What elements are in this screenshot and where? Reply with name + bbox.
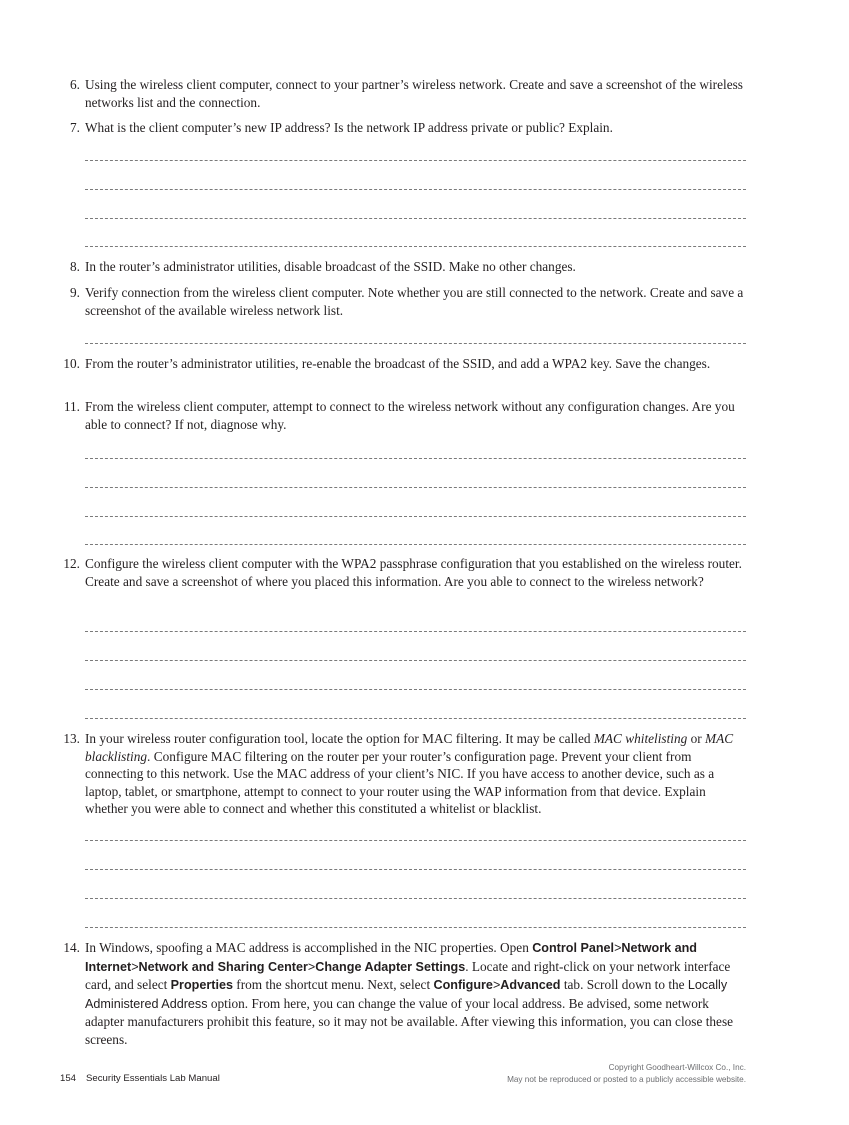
question-text-part: tab. Scroll down to the [560, 977, 688, 992]
question-text-part: In your wireless router configuration tool, locate the option for MAC filtering. It may be called [85, 731, 594, 746]
path-separator: > [307, 959, 316, 974]
ui-term-advanced: Advanced [500, 978, 561, 992]
question-number: 7. [70, 120, 80, 135]
question-number: 13. [63, 731, 80, 746]
term-mac-blacklisting: MAC blacklisting [85, 731, 734, 764]
answer-line[interactable] [85, 516, 746, 517]
question-text: Verify connection from the wireless client computer. Note whether you are still connected to the network. Create and save a screenshot of the available wireless network list. [85, 285, 744, 318]
question-number: 12. [63, 556, 80, 571]
ui-term-network-and-sharing-center: Network and Sharing Center [138, 959, 308, 974]
answer-line[interactable] [85, 840, 746, 841]
question-number: 11. [63, 399, 80, 414]
question-text: From the wireless client computer, attempt to connect to the wireless network without any configuration changes. Are you able to connect? If not, diagnose why. [85, 399, 735, 432]
question-7 [60, 119, 750, 137]
question-number: 8. [70, 259, 80, 274]
answer-line[interactable] [85, 718, 746, 719]
question-6 [60, 76, 750, 111]
question-8 [60, 258, 750, 276]
answer-line[interactable] [85, 246, 746, 247]
answer-line[interactable] [85, 869, 746, 870]
answer-line[interactable] [85, 458, 746, 459]
page-number: 154 [60, 1073, 77, 1084]
question-text: In the router’s administrator utilities, disable broadcast of the SSID. Make no other changes. [85, 259, 576, 274]
ui-term-locally-administered-address: Locally Administered Address [85, 978, 728, 1011]
page-footer-left [60, 1073, 220, 1084]
ui-term-change-adapter-settings: Change Adapter Settings [315, 959, 466, 974]
question-text-part: . Configure MAC filtering on the router per your router’s configuration page. Prevent your client from connecting to this network. Use the MAC address of your client’s NIC. If you have access to another device, such as a laptop, tablet, or smartphone, attempt to connect to your router using the WAP information from that device. Explain whether you were able to connect and whether this constituted a whitelist or blacklist. [85, 748, 715, 816]
question-text: Configure the wireless client computer with the WPA2 passphrase configuration that you established on the wireless router. Create and save a screenshot of where you placed this information. Are you able to connect to the wireless network? [85, 556, 742, 589]
question-text [85, 939, 750, 1048]
question-number: 10. [63, 356, 80, 371]
term-mac-whitelisting: MAC whitelisting [593, 731, 688, 746]
question-11 [60, 398, 750, 433]
answer-line[interactable] [85, 487, 746, 488]
answer-line[interactable] [85, 689, 746, 690]
question-text-part: . Locate and right-click on your network interface card, and select [85, 958, 731, 992]
copyright-notice: Copyright Goodheart-Willcox Co., Inc. [608, 1063, 746, 1072]
answer-line[interactable] [85, 343, 746, 344]
book-title: Security Essentials Lab Manual [86, 1073, 220, 1084]
ui-term-control-panel: Control Panel [532, 941, 615, 955]
answer-line[interactable] [85, 218, 746, 219]
answer-line[interactable] [85, 189, 746, 190]
ui-term-network-and-internet: Network and Internet [85, 941, 697, 974]
page-footer-right [507, 1062, 746, 1086]
path-separator: > [614, 941, 622, 955]
question-number: 6. [70, 77, 80, 92]
question-text: What is the client computer’s new IP address? Is the network IP address private or public? Explain. [85, 120, 613, 135]
question-text-part: from the shortcut menu. Next, select [232, 977, 434, 992]
question-text-part: In Windows, spoofing a MAC address is accomplished in the NIC properties. Open [85, 940, 533, 955]
question-text: Using the wireless client computer, connect to your partner’s wireless network. Create and save a screenshot of the wireless networks list and the connection. [85, 77, 743, 110]
path-separator: > [131, 959, 139, 974]
question-number: 14. [63, 940, 80, 955]
ui-term-properties: Properties [170, 978, 233, 992]
question-text-part: or [687, 731, 706, 746]
answer-line[interactable] [85, 631, 746, 632]
question-10 [60, 355, 750, 373]
answer-line[interactable] [85, 927, 746, 928]
reproduction-notice: May not be reproduced or posted to a publicly accessible website. [507, 1075, 746, 1084]
answer-line[interactable] [85, 544, 746, 545]
ui-term-configure: Configure [433, 978, 493, 992]
question-12 [60, 555, 750, 590]
question-14 [60, 939, 750, 1048]
answer-line[interactable] [85, 660, 746, 661]
answer-line[interactable] [85, 898, 746, 899]
question-9 [60, 284, 750, 319]
path-separator: > [492, 978, 501, 992]
answer-line[interactable] [85, 160, 746, 161]
question-text [85, 730, 750, 818]
question-13 [60, 730, 750, 818]
question-text-part: option. From here, you can change the value of your local address. Be advised, some network adapter manufacturers prohibit this feature, so it may not be available. After viewing this information, you can close these screens. [85, 995, 734, 1047]
question-number: 9. [70, 285, 80, 300]
question-text: From the router’s administrator utilities, re-enable the broadcast of the SSID, and add a WPA2 key. Save the changes. [85, 356, 711, 371]
